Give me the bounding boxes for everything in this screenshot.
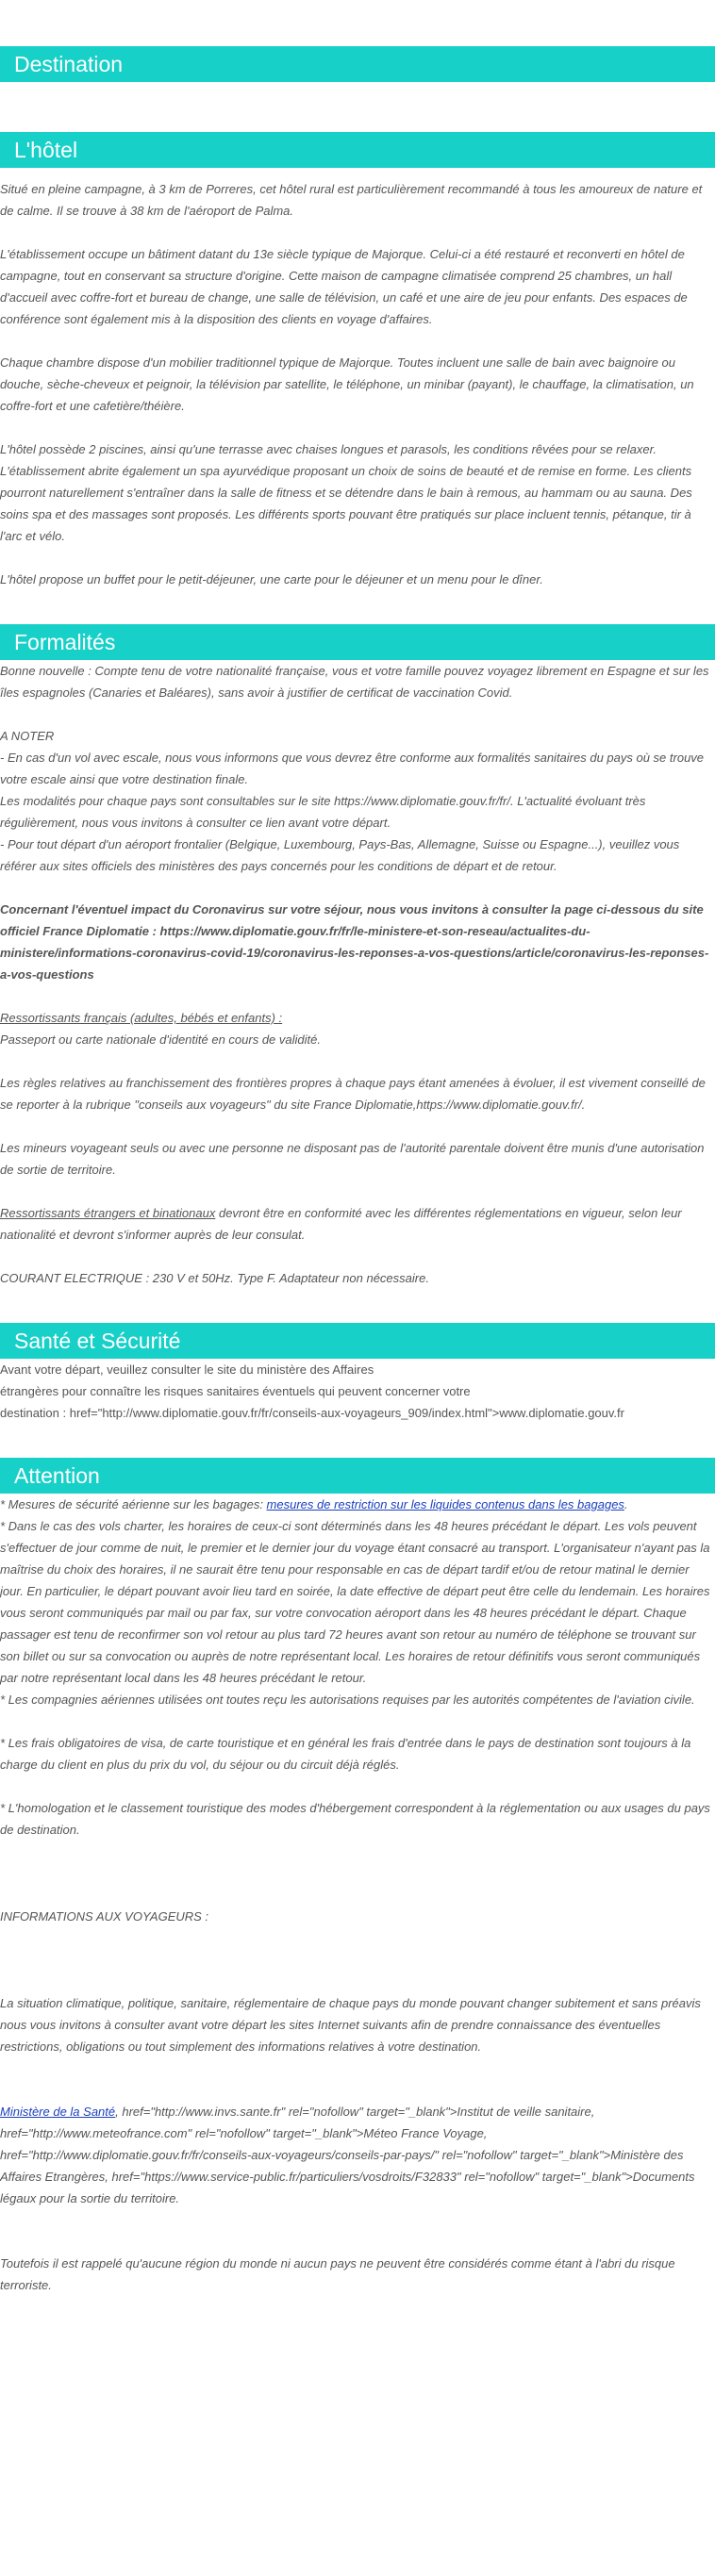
attention-ministere [0, 2101, 715, 2209]
formalites-covid-notice: Concernant l'éventuel impact du Coronavirus sur votre séjour, nous vous invitons à consulter la page ci-dessous du site officiel France Diplomatie : https://www.diplomatie.gouv.fr/fr/le-ministere-et-son-reseau/actualites-du-ministere/informations-coronavirus-covid-19/coronavirus-les-reponses-a-vos-questions/article/coronavirus-les-reponses-a-vos-questions [0, 902, 709, 982]
bagages-suffix: . [624, 1497, 628, 1511]
foreign-nationals-label: Ressortissants étrangers et binationaux [0, 1206, 216, 1220]
section-title-hotel: L'hôtel [0, 132, 715, 168]
french-nationals-text: Passeport ou carte nationale d'identité en cours de validité. [0, 1032, 321, 1047]
bagages-prefix: * Mesures de sécurité aérienne sur les bagages: [0, 1497, 267, 1511]
section-title-sante: Santé et Sécurité [0, 1323, 715, 1359]
french-nationals-label: Ressortissants français (adultes, bébés et enfants) : [0, 1011, 283, 1025]
formalites-french-nationals [0, 1007, 715, 1050]
hotel-paragraph-location: Situé en pleine campagne, à 3 km de Porreres, cet hôtel rural est particulièrement recommandé à tous les amoureux de nature et de calme. Il se trouve à 38 km de l'aéroport de Palma. [0, 182, 706, 218]
section-title-destination: Destination [0, 46, 715, 82]
attention-bagages [0, 1494, 715, 1515]
attention-terror-risk: Toutefois il est rappelé qu'aucune région du monde ni aucun pays ne peuvent être considérés comme étant à l'abri du risque terroriste. [0, 2256, 679, 2292]
ministere-sante-link[interactable]: Ministère de la Santé [0, 2105, 116, 2119]
formalites-electric-current: COURANT ELECTRIQUE : 230 V et 50Hz. Type F. Adaptateur non nécessaire. [0, 1271, 429, 1285]
attention-charters: * Dans le cas des vols charter, les horaires de ceux-ci sont déterminés dans les 48 heures précédant le départ. Les vols peuvent s'effectuer de jour comme de nuit, le premier et le dernier jour du voyage étant consacré au transport. L'organisateur n'ayant pas la maîtrise du choix des horaires, il ne saurait être tenu pour responsable en cas de départ tardif et/ou de retour matinal le dernier jour. En particulier, le départ pouvant avoir lieu tard en soirée, la date effective de départ peut être celle du lendemain. Les horaires vous seront communiqués par mail ou par fax, sur votre convocation aéroport dans les 48 heures précédant le départ. Chaque passager est tenu de reconfirmer son vol retour au plus tard 72 heures avant son retour au numéro de téléphone se trouvant sur son billet ou sur sa convocation ou auprès de notre représentant local. Les horaires de retour définitifs vous seront communiqués par notre représentant local dans les 48 heures précédant le retour. * Les compagnies aériennes utilisées ont toutes reçu les autorisations requises par les autorités compétentes de l'aviation civile. [0, 1519, 710, 1707]
hotel-paragraph-rooms: Chaque chambre dispose d'un mobilier traditionnel typique de Majorque. Toutes incluent une salle de bain avec baignoire ou douche, sèche-cheveux et peignoir, la télévision par satellite, le téléphone, un minibar (payant), le chauffage, la climatisation, un coffre-fort et une cafetière/théière. [0, 355, 698, 413]
formalites-minors: Les mineurs voyageant seuls ou avec une personne ne disposant pas de l'autorité parentale doivent être munis d'une autorisation de sortie de territoire. [0, 1141, 708, 1177]
section-title-formalites: Formalités [0, 624, 715, 660]
hotel-paragraph-building: L'établissement occupe un bâtiment datant du 13e siècle typique de Majorque. Celui-ci a été restauré et reconverti en hôtel de campagne, tout en conservant sa structure d'origine. Cette maison de campagne climatisée comprend 25 chambres, un hall d'accueil avec coffre-fort et bureau de change, une salle de télévision, un café et une aire de jeu pour enfants. Des espaces de conférence sont également mis à la disposition des clients en voyage d'affaires. [0, 247, 691, 326]
sante-text: Avant votre départ, veuillez consulter le site du ministère des Affaires étrangères pour connaître les risques sanitaires éventuels qui peuvent concerner votre destination : href="http://www.diplomatie.gouv.fr/fr/conseils-aux-voyageurs_909/index.html">www.diplomatie.gouv.fr [0, 1362, 624, 1420]
hotel-paragraph-facilities: L'hôtel possède 2 piscines, ainsi qu'une terrasse avec chaises longues et parasols, les conditions rêvées pour se relaxer. L'établissement abrite également un spa ayurvédique proposant un choix de soins de beauté et de remise en forme. Les clients pourront naturellement s'entraîner dans la salle de fitness et se détendre dans le bain à remous, au hammam ou au sauna. Des soins spa et des massages sont proposés. Les différents sports pouvant être pratiqués sur place incluent tennis, pétanque, tir à l'arc et vélo. [0, 442, 696, 543]
formalites-note: A NOTER - En cas d'un vol avec escale, nous vous informons que vous devrez être conforme aux formalités sanitaires du pays où se trouve votre escale ainsi que votre destination finale. Les modalités pour chaque pays sont consultables sur le site https://www.diplomatie.gouv.fr/fr/. L'actualité évoluant très régulièrement, nous vous invitons à consulter ce lien avant votre départ. - Pour tout départ d'un aéroport frontalier (Belgique, Luxembourg, Pays-Bas, Allemagne, Suisse ou Espagne...), veuillez vous référer aux sites officiels des ministères des pays concernés pour les conditions de départ et de retour. [0, 729, 705, 873]
foreign-nationals-text: devront être en conformité avec les différentes réglementations en vigueur, selon leur nationalité et devront s'informer auprès de leur consulat. [0, 1206, 686, 1242]
attention-infos-title: INFORMATIONS AUX VOYAGEURS : [0, 1909, 209, 1924]
attention-homologation: * L'homologation et le classement touristique des modes d'hébergement correspondent à la réglementation ou aux usages du pays de destination. [0, 1801, 714, 1837]
bagages-restriction-link[interactable]: mesures de restriction sur les liquides contenus dans les bagages [266, 1497, 624, 1511]
formalites-intro: Bonne nouvelle : Compte tenu de votre nationalité française, vous et votre famille pouvez voyagez librement en Espagne et sur les îles espagnoles (Canaries et Baléares), sans avoir à justifier de certificat de vaccination Covid. [0, 664, 713, 700]
hotel-paragraph-dining: L'hôtel propose un buffet pour le petit-déjeuner, une carte pour le déjeuner et un menu pour le dîner. [0, 572, 543, 586]
ministere-rest-text: , href="http://www.invs.sante.fr" rel="nofollow" target="_blank">Institut de veille sanitaire, href="http://www.meteofrance.com" rel="nofollow" target="_blank">Méteo France Voyage, href="http://www.diplomatie.gouv.fr/fr/conseils-aux-voyageurs/conseils-par-pays/" rel="nofollow" target="_blank">Ministère des Affaires Etrangères, href="https://www.service-public.fr/particuliers/vosdroits/F32833" rel="nofollow" target="_blank">Documents légaux pour la sortie du territoire. [0, 2105, 699, 2205]
attention-situation: La situation climatique, politique, sanitaire, réglementaire de chaque pays du monde pouvant changer subitement et sans préavis nous vous invitons à consulter avant votre départ les sites Internet suivants afin de prendre connaissance des éventuelles restrictions, obligations ou tout simplement des informations relatives à votre destination. [0, 1996, 701, 2054]
attention-frais: * Les frais obligatoires de visa, de carte touristique et en général les frais d'entrée dans le pays de destination sont toujours à la charge du client en plus du prix du vol, du séjour ou du circuit déjà réglés. [0, 1736, 694, 1772]
formalites-borders: Les règles relatives au franchissement des frontières propres à chaque pays étant amenées à évoluer, il est vivement conseillé de se reporter à la rubrique "conseils aux voyageurs" du site France Diplomatie,https://www.diplomatie.gouv.fr/. [0, 1076, 709, 1112]
section-title-attention: Attention [0, 1458, 715, 1494]
formalites-foreign-nationals [0, 1202, 715, 1246]
